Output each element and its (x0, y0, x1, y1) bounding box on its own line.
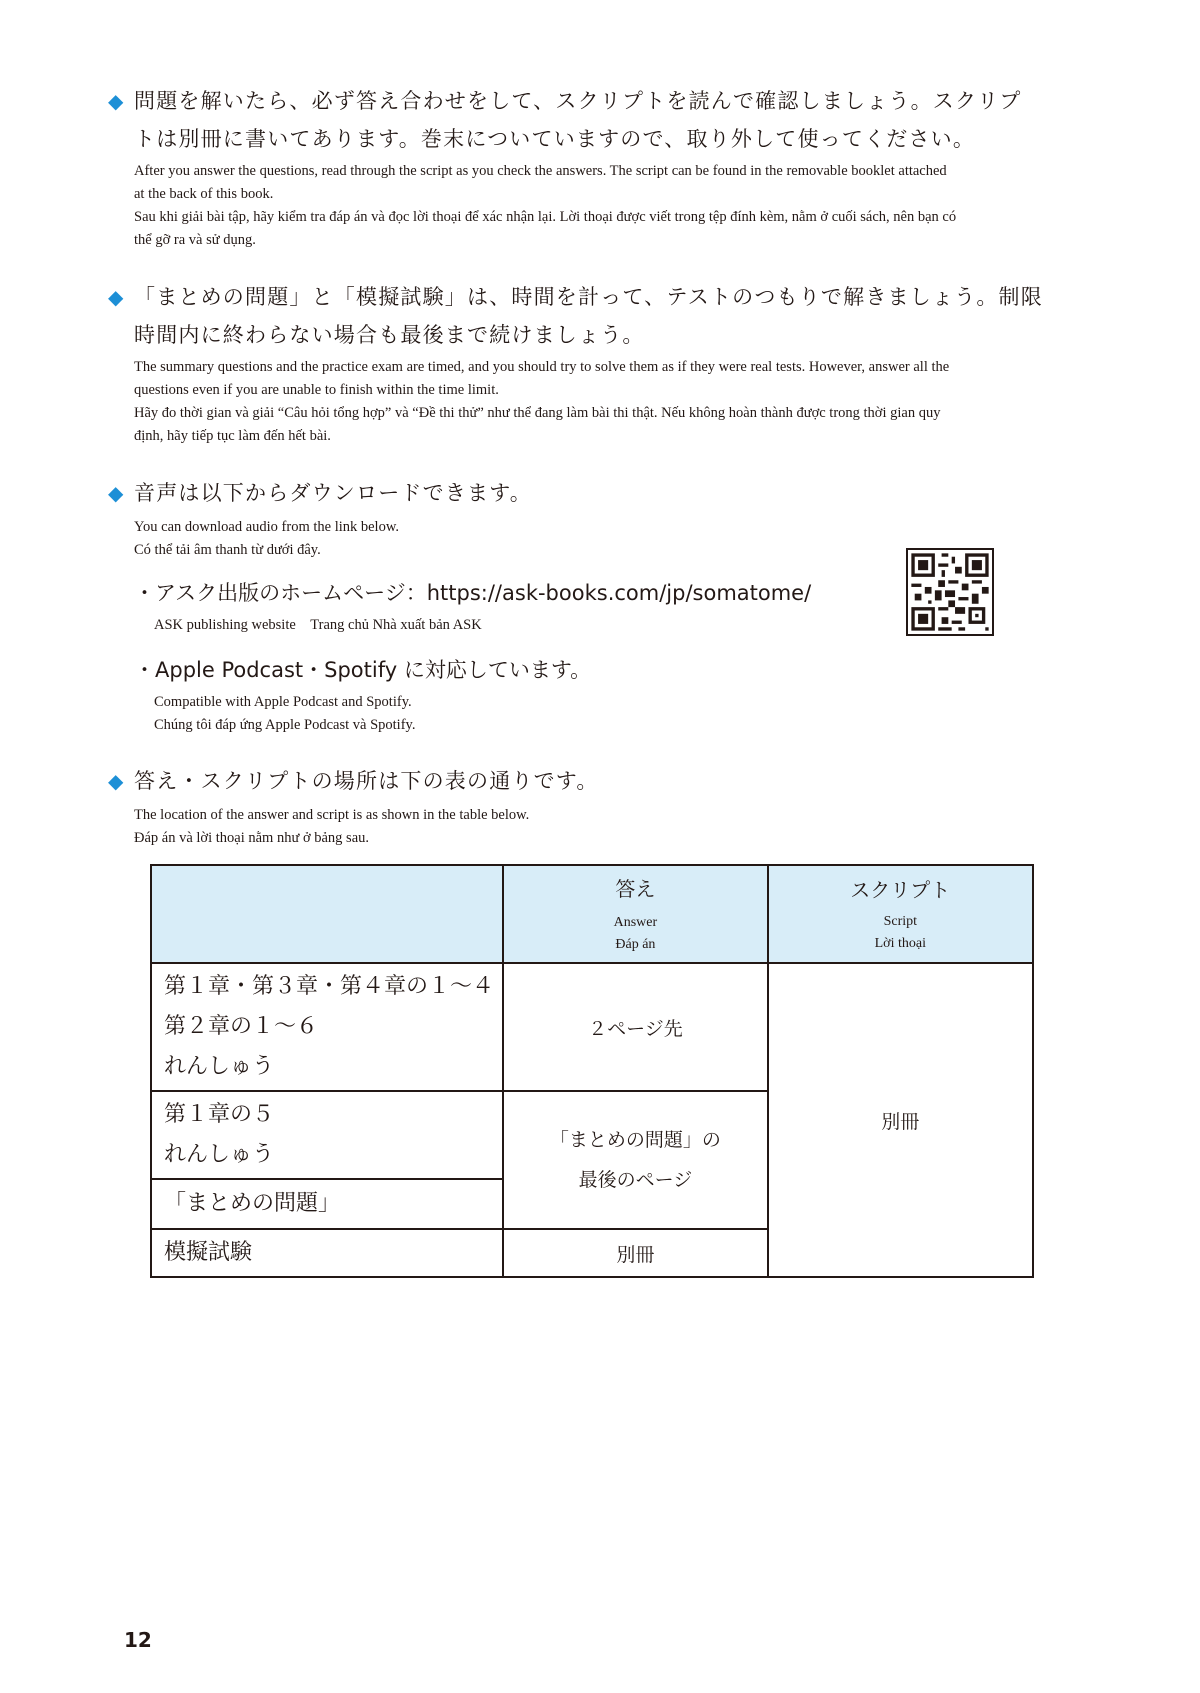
section-heading-cont: 時間内に終わらない場合も最後まで続けましょう。 (134, 323, 645, 347)
script-location: 別冊 (768, 963, 1033, 1277)
vietnamese-text: Hãy đo thời gian và giải “Câu hỏi tổng hợp” và “Đề thi thử” như thể đang làm bài thi thật. Nếu không hoàn thành được trong thời gian quy định, hãy tiếp tục làm đến hết bài. (134, 405, 941, 444)
answer-location: ２ページ先 (503, 963, 767, 1091)
table-header-answer: 答え Answer Đáp án (503, 865, 767, 963)
row-label: 模擬試験 (151, 1229, 503, 1277)
vietnamese-text: Đáp án và lời thoại nằm như ở bảng sau. (134, 830, 370, 846)
vietnamese-text: Có thể tải âm thanh từ dưới đây. (134, 542, 321, 558)
page-number: 12 (124, 1628, 152, 1652)
row-label: 「まとめの問題」 (151, 1179, 503, 1229)
row-label: 第１章・第３章・第４章の１〜４ 第２章の１〜６ れんしゅう (151, 963, 503, 1091)
answer-location: 別冊 (503, 1229, 767, 1277)
diamond-bullet-icon: ◆ (108, 769, 125, 793)
section-location (108, 762, 1088, 850)
diamond-bullet-icon: ◆ (108, 481, 125, 505)
table-header-empty (151, 865, 503, 963)
table-row (151, 963, 1033, 1091)
section-heading: ◆ 「まとめの問題」と「模擬試験」は、時間を計って、テストのつもりで解きましょう。制限 (108, 278, 1088, 316)
section-heading: ◆ 問題を解いたら、必ず答え合わせをして、スクリプトを読んで確認しましょう。スクリプ (108, 82, 1088, 120)
vietnamese-text: Sau khi giải bài tập, hãy kiểm tra đáp án và đọc lời thoại để xác nhận lại. Lời thoại được viết trong tệp đính kèm, nằm ở cuối sách, nên bạn có thể gỡ ra và sử dụng. (134, 209, 957, 248)
english-text: After you answer the questions, read through the script as you check the answers. The script can be found in the removable booklet attached at the back of this book. (134, 163, 947, 202)
podcast-info: ・Apple Podcast・Spotify に対応しています。 (134, 658, 592, 682)
qr-code-icon (908, 550, 992, 634)
website-link[interactable]: ・アスク出版のホームページ：https://ask-books.com/jp/somatome/ (134, 581, 812, 605)
table-header-row (151, 865, 1033, 963)
english-text: You can download audio from the link below. (134, 519, 399, 535)
section-heading-cont: トは別冊に書いてあります。巻末についていますので、取り外して使ってください。 (134, 127, 976, 151)
english-text: The summary questions and the practice exam are timed, and you should try to solve them as if they were real tests. However, answer all the questions even if you are unable to finish within the time limit. (134, 359, 950, 398)
diamond-bullet-icon: ◆ (108, 89, 125, 113)
table-header-script: スクリプト Script Lời thoại (768, 865, 1033, 963)
diamond-bullet-icon: ◆ (108, 285, 125, 309)
section-heading: ◆ 音声は以下からダウンロードできます。 (108, 474, 1088, 512)
row-label: 第１章の５ れんしゅう (151, 1091, 503, 1179)
location-table (150, 864, 1034, 1278)
podcast-caption-en: Compatible with Apple Podcast and Spotify. (154, 694, 412, 710)
section-answers-check (108, 82, 1088, 252)
website-caption: ASK publishing website Trang chủ Nhà xuất bản ASK (154, 617, 482, 633)
section-timed-tests (108, 278, 1088, 448)
section-heading: ◆ 答え・スクリプトの場所は下の表の通りです。 (108, 762, 1088, 800)
english-text: The location of the answer and script is as shown in the table below. (134, 807, 530, 823)
podcast-caption-vi: Chúng tôi đáp ứng Apple Podcast và Spotify. (154, 717, 416, 733)
answer-location: 「まとめの問題」の 最後のページ (503, 1091, 767, 1229)
qr-code[interactable] (906, 548, 994, 636)
